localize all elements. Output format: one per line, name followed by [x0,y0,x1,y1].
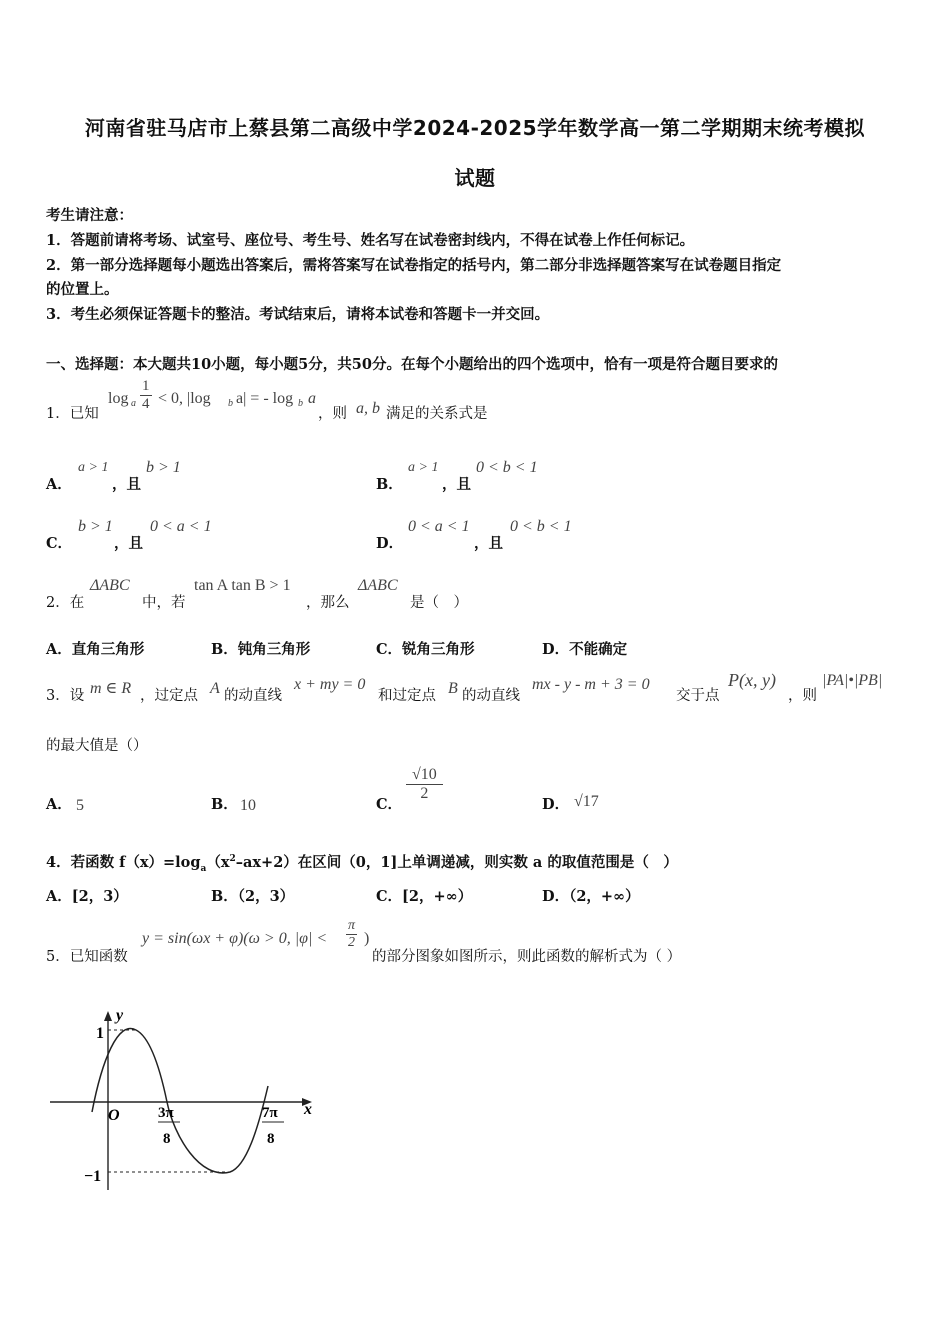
q1-sub-b2: b [298,398,303,409]
q3-option-c-fraction [406,766,443,803]
q4-text: 4．若函数 f（x）=log [46,854,201,871]
tick-label-3pi-8-den: 8 [163,1131,171,1147]
q1-option-c-cond1: b > 1 [78,518,113,535]
q3-text-4: 的动直线 [462,688,520,704]
q1-option-b-cond2: 0 < b < 1 [476,459,538,476]
q1-option-b-and: ，且 [442,476,471,493]
q4-option-b[interactable]: B．（2，3） [211,888,295,905]
y-axis-arrow [104,1011,112,1021]
q2-option-d[interactable]: D．不能确定 [542,641,628,658]
q1-option-c-cond2: 0 < a < 1 [150,518,212,535]
q1-option-d-label[interactable]: D． [376,535,404,552]
notice-heading: 考生请注意： [46,207,133,224]
q4-text-2: （x [206,854,230,871]
q5-pi: π [348,918,356,933]
q5-two: 2 [348,935,355,950]
q1-option-d-cond1: 0 < a < 1 [408,518,470,535]
q1-option-a-label[interactable]: A． [46,476,72,493]
q3-text-2: 的动直线 [224,688,282,704]
q5-number: 5．已知函数 [46,949,128,965]
q1-option-a-cond1: a > 1 [78,460,109,475]
q1-vars: a, b [356,400,380,417]
q3-line-1: x + my = 0 [294,676,366,693]
q1-option-a-cond2: b > 1 [146,459,181,476]
q3-option-b-value: 10 [240,797,256,814]
q3-text-3: 和过定点 [378,688,436,704]
tick-label-7pi-8-den: 8 [267,1131,275,1147]
q2-mid: 中，若 [142,595,186,611]
q1-tail-2: 满足的关系式是 [386,406,488,422]
q3-continuation: 的最大值是（） [46,738,148,754]
notice-item-3: 3．考生必须保证答题卡的整洁。考试结束后，请将本试卷和答题卡一并交回。 [46,306,550,323]
sine-curve [92,1028,268,1172]
q5-pi-fraction [346,918,357,951]
q1-option-a-and: ，且 [112,476,141,493]
q3-option-c-label[interactable]: C． [376,796,403,813]
q5-tail: 的部分图象如图所示，则此函数的解析式为（ ） [372,949,682,965]
q2-number: 2．在 [46,595,85,611]
q3-option-b-label[interactable]: B． [211,796,238,813]
q1-tail: ，则 [318,406,347,422]
q3-option-d-label[interactable]: D． [542,796,570,813]
min-value-label: −1 [84,1168,102,1185]
q4-option-c[interactable]: C．[2，+∞） [376,888,473,905]
notice-item-2-cont: 的位置上。 [46,281,119,298]
tick-label-3pi-8-num: 3π [158,1105,174,1121]
q5-function: y = sin(ωx + φ)(ω > 0, |φ| < [142,930,328,947]
q1-option-c-label[interactable]: C． [46,535,73,552]
q1-number: 1．已知 [46,406,99,422]
q4-sup: 2 [229,854,236,865]
q3-option-c-den: 2 [420,785,429,802]
q1-sub-a: a [131,398,136,409]
origin-label: O [108,1107,120,1124]
q2-option-b[interactable]: B．钝角三角形 [211,641,311,658]
q1-frac-den: 4 [142,396,150,412]
sine-graph [40,1000,340,1200]
q2-condition: tan A tan B > 1 [194,577,291,594]
page-title-line2: 试题 [454,166,496,190]
q1-sub-b1: b [228,398,233,409]
q1-option-d-and: ，且 [474,535,503,552]
q1-frac-num: 1 [142,378,150,394]
q4-option-d[interactable]: D．（2，+∞） [542,888,640,905]
notice-item-1: 1．答题前请将考场、试室号、座位号、考生号、姓名写在试卷密封线内，不得在试卷上作任何标记。 [46,232,695,249]
q1-cond-2: a| = - log [236,390,294,407]
q2-mid-2: ，那么 [306,595,350,611]
x-axis-label: x [304,1101,312,1118]
q3-option-a-value: 5 [76,797,84,814]
q2-triangle: ΔABC [90,577,130,594]
q1-option-d-cond2: 0 < b < 1 [510,518,572,535]
q4-text-3: –ax+2）在区间（0，1]上单调递减，则实数 a 的取值范围是（ ） [235,854,678,871]
q4-option-a[interactable]: A．[2，3） [46,888,128,905]
section-heading: 一、选择题：本大题共10小题，每小题5分，共50分。在每个小题给出的四个选项中，恰有一项是符合题目要求的 [46,356,778,373]
q3-option-d-value: √17 [574,793,599,810]
q3-expression: |PA|•|PB| [822,672,883,689]
q2-option-c[interactable]: C．锐角三角形 [376,641,475,658]
q3-point-a: A [210,680,220,697]
question-4 [46,851,678,874]
q2-tail: 是（ ） [410,595,468,611]
q3-text-1: ，过定点 [140,688,198,704]
q3-number: 3．设 [46,688,85,704]
q3-point-b: B [448,680,458,697]
q3-option-c-num: √10 [406,766,443,785]
q3-line-2: mx - y - m + 3 = 0 [532,676,650,693]
q3-text-6: ，则 [788,688,817,704]
notice-item-2: 2．第一部分选择题每小题选出答案后，需将答案写在试卷指定的括号内，第二部分非选择题答案写在试卷题目指定 [46,257,782,274]
q2-triangle-2: ΔABC [358,577,398,594]
q2-option-a[interactable]: A．直角三角形 [46,641,145,658]
q3-m-in-r: m ∈ R [90,680,132,697]
q1-cond-end: a [308,390,316,407]
q1-log: log [108,390,129,407]
q3-point-p: P(x, y) [728,670,776,690]
q3-text-5: 交于点 [676,688,720,704]
max-value-label: 1 [96,1025,104,1042]
q1-option-b-cond1: a > 1 [408,460,439,475]
tick-label-7pi-8-num: 7π [262,1105,278,1121]
q1-option-b-label[interactable]: B． [376,476,403,493]
q5-close: ) [364,930,370,947]
q1-cond: < 0, |log [158,390,211,407]
page-title: 河南省驻马店市上蔡县第二高级中学2024-2025学年数学高一第二学期期末统考模拟 [84,116,866,140]
q4-sub: a [200,863,207,874]
q1-fraction [140,378,152,413]
q3-option-a-label[interactable]: A． [46,796,72,813]
y-axis-label: y [116,1007,124,1024]
q1-option-c-and: ，且 [114,535,143,552]
